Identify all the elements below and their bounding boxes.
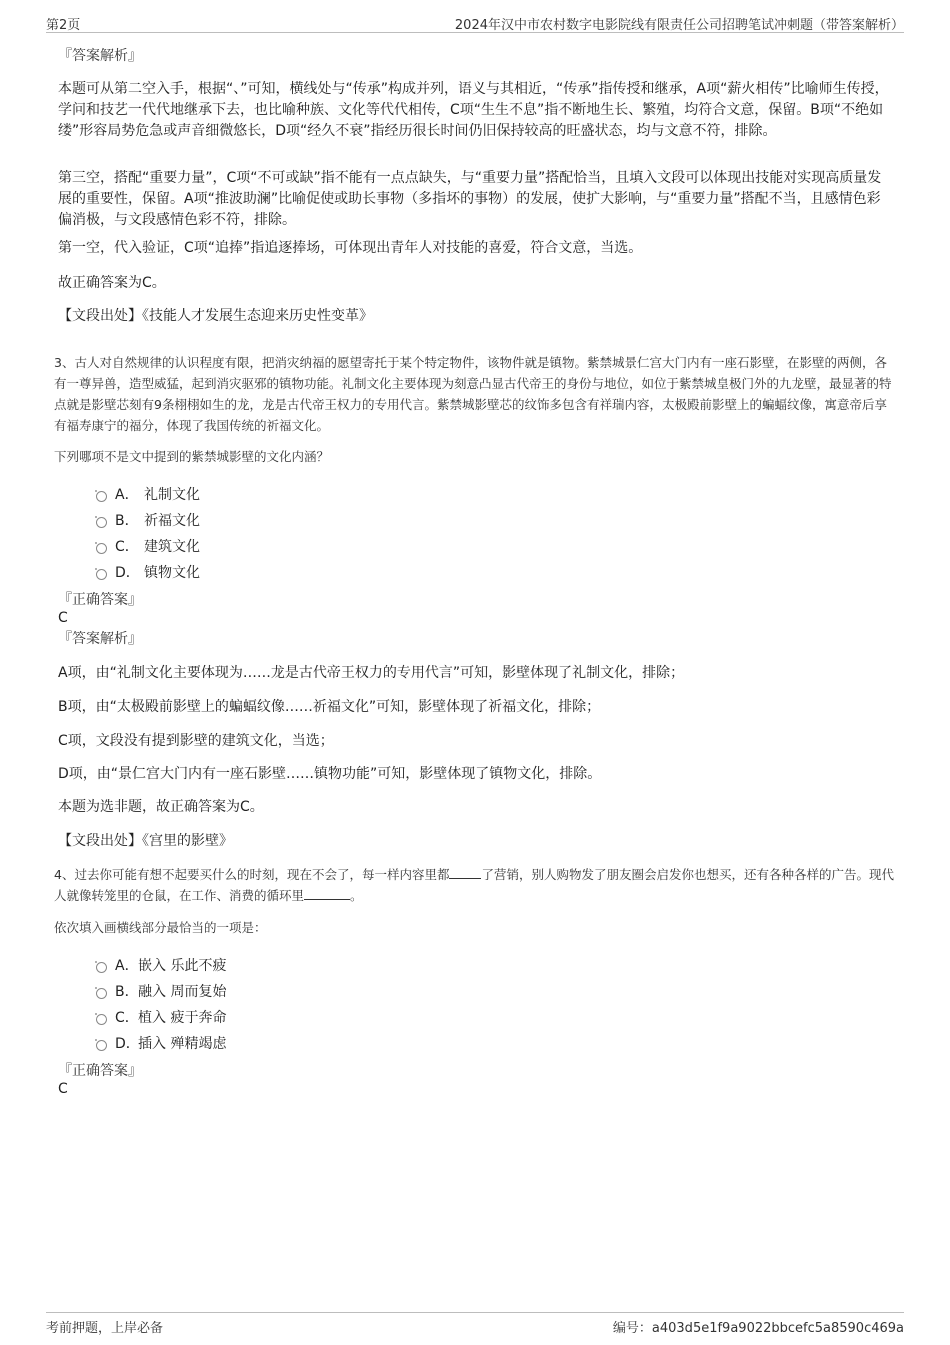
radio-icon[interactable] [96,1014,107,1025]
radio-icon[interactable] [96,543,107,554]
q4-options [58,953,458,1057]
document-title: 2024年汉中市农村数字电影院线有限责任公司招聘笔试冲刺题（带答案解析） [454,18,904,33]
radio-icon[interactable] [96,988,107,999]
option-letter: C． [115,1010,139,1026]
page-footer [46,1312,904,1336]
q3-prompt: 下列哪项不是文中提到的紫禁城影壁的文化内涵？ [54,449,330,464]
q4-option-a[interactable] [58,953,458,979]
option-text: 镇物文化 [144,565,200,581]
radio-icon[interactable] [96,569,107,580]
q3-analysis-line-5: 本题为选非题，故正确答案为C。 [58,799,264,815]
option-letter: D． [115,565,140,581]
q2-analysis-para-3: 第一空，代入验证，C项“追捧”指追逐捧场，可体现出青年人对技能的喜爱，符合文意，当选。 [58,240,643,256]
q3-analysis-line-2: B项，由“太极殿前影壁上的蝙蝠纹像……祈福文化”可知，影壁体现了祈福文化，排除； [58,699,601,715]
q4-option-d[interactable] [58,1031,458,1057]
q3-analysis-line-1: A项，由“礼制文化主要体现为……龙是古代帝王权力的专用代言”可知，影壁体现了礼制文化，排除； [58,665,685,681]
option-letter: B． [115,984,139,1000]
q4-answer: C [58,1081,68,1097]
q4-stem-part-2: 了营销，别人购物发了朋友圈会启发你也想买，还有各种各样的广告。现代人就像转笼里的仓鼠，在工作、消费的循环里 [54,867,894,903]
q4-answer-label: 『正确答案』 [58,1063,142,1079]
option-text: 融入 周而复始 [138,984,227,1000]
q3-answer: C [58,610,68,626]
footer-slogan: 考前押题，上岸必备 [46,1321,164,1336]
radio-icon[interactable] [96,491,107,502]
q2-analysis-para-4: 故正确答案为C。 [58,275,166,291]
radio-icon[interactable] [96,1040,107,1051]
radio-icon[interactable] [96,962,107,973]
option-letter: D． [115,1036,140,1052]
page-header [46,10,904,33]
q4-option-c[interactable] [58,1005,458,1031]
q4-stem [54,864,894,906]
q3-option-d[interactable] [58,560,458,586]
q4-stem-part-3: 。 [350,888,363,903]
option-letter: C． [115,539,139,555]
q3-analysis-line-4: D项，由“景仁宫大门内有一座石影壁……镇物功能”可知，影壁体现了镇物文化，排除。 [58,766,602,782]
option-letter: B． [115,513,139,529]
option-text: 礼制文化 [144,487,200,503]
q3-stem: 3、古人对自然规律的认识程度有限，把消灾纳福的愿望寄托于某个特定物件，该物件就是镇物。紫禁城景仁宫大门内有一座石影壁，在影壁的两侧，各有一尊异兽，造型威猛，起到消灾驱邪的镇物功能。礼制文化主要体现为刻意凸显古代帝王的身份与地位，如位于紫禁城皇极门外的九龙壁，最显著的特点就是影壁芯刻有9条栩栩如生的龙，龙是古代帝王权力的专用代言。紫禁城影壁芯的纹饰多包含有祥瑞内容，太极殿前影壁上的蝙蝠纹像，寓意帝后享有福寿康宁的福分，体现了我国传统的祈福文化。 [54,355,892,433]
q3-option-a[interactable] [58,482,458,508]
radio-icon[interactable] [96,517,107,528]
q2-analysis-para-2: 第三空，搭配“重要力量”，C项“不可或缺”指不能有一点点缺失，与“重要力量”搭配恰当，且填入文段可以体现出技能对实现高质量发展的重要性，保留。A项“推波助澜”比喻促使或助长事物（多指坏的事物）的发展，使扩大影响，与“重要力量”搭配不当，且感情色彩偏消极，与文段感情色彩不符，排除。 [58,170,882,228]
page-number: 第2页 [46,18,81,33]
option-text: 植入 疲于奔命 [138,1010,227,1026]
option-text: 祈福文化 [144,513,200,529]
q3-analysis-label: 『答案解析』 [58,631,142,647]
q4-stem-part-1: 4、过去你可能有想不起要买什么的时刻，现在不会了，每一样内容里都 [54,867,450,882]
option-letter: A． [115,958,139,974]
q3-option-b[interactable] [58,508,458,534]
option-text: 建筑文化 [144,539,200,555]
q4-blank-1 [449,866,481,879]
option-text: 插入 殚精竭虑 [138,1036,227,1052]
q3-source: 【文段出处】《宫里的影壁》 [58,833,233,849]
q4-option-b[interactable] [58,979,458,1005]
footer-code: 编号：a403d5e1f9a9022bbcefc5a8590c469a [612,1321,904,1336]
option-text: 嵌入 乐此不疲 [138,958,227,974]
q3-analysis-line-3: C项，文段没有提到影壁的建筑文化，当选； [58,733,334,749]
q2-analysis-para-1: 本题可从第二空入手，根据“、”可知，横线处与“传承”构成并列，语义与其相近，“传承”指传授和继承，A项“薪火相传”比喻师生传授，学问和技艺一代代地继承下去，也比喻种族、文化等代代相传，C项“生生不息”指不断地生长、繁殖，均符合文意，保留。B项“不绝如缕”形容局势危急或声音细微悠长，D项“经久不衰”指经历很长时间仍旧保持较高的旺盛状态，均与文意不符，排除。 [58,81,889,139]
option-letter: A． [115,487,139,503]
q3-option-c[interactable] [58,534,458,560]
q4-prompt: 依次填入画横线部分最恰当的一项是： [54,920,267,935]
q2-source: 【文段出处】《技能人才发展生态迎来历史性变革》 [58,308,373,324]
q4-blank-2 [304,887,350,900]
q2-analysis-label: 『答案解析』 [58,48,142,64]
q3-options [58,482,458,586]
q3-answer-label: 『正确答案』 [58,592,142,608]
